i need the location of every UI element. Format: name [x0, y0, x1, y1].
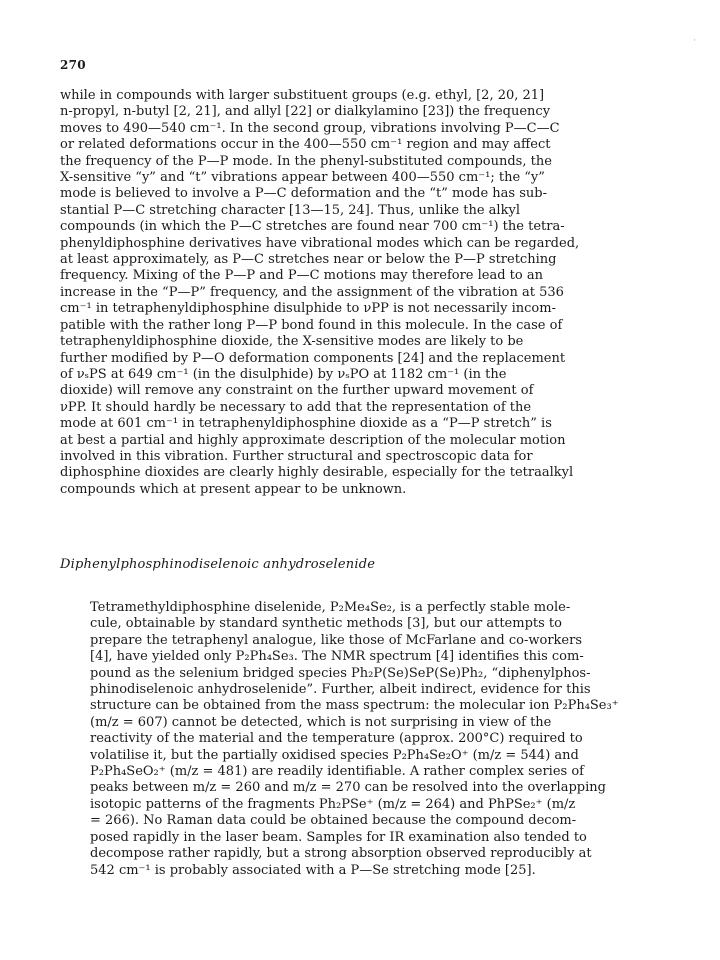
- text-line: cule, obtainable by standard synthetic methods [3], but our attempts to: [90, 616, 562, 632]
- text-line: n-propyl, n-butyl [2, 21], and allyl [22] or dialkylamino [23]) the frequency: [60, 104, 551, 120]
- body-paragraph-2: [60, 600, 660, 879]
- text-line: peaks between m/z = 260 and m/z = 270 can be resolved into the overlapping: [90, 780, 606, 796]
- text-line: Tetramethyldiphosphine diselenide, P₂Me₄Se₂, is a perfectly stable mole-: [90, 600, 571, 615]
- text-line: phinodiselenoic anhydroselenide”. Further, albeit indirect, evidence for this: [90, 682, 591, 698]
- text-line: compounds which at present appear to be unknown.: [60, 481, 407, 497]
- text-line: X-sensitive “y” and “t” vibrations appear between 400—550 cm⁻¹; the “y”: [60, 170, 545, 186]
- text-line: mode is believed to involve a P—C deformation and the “t” mode has sub-: [60, 186, 547, 202]
- text-line: structure can be obtained from the mass spectrum: the molecular ion P₂Ph₄Se₃⁺: [90, 698, 619, 714]
- text-line: while in compounds with larger substituent groups (e.g. ethyl, [2, 20, 21]: [60, 88, 545, 103]
- text-line: frequency. Mixing of the P—P and P—C motions may therefore lead to an: [60, 268, 543, 284]
- text-line: mode at 601 cm⁻¹ in tetraphenyldiphosphine dioxide as a “P—P stretch” is: [60, 416, 552, 432]
- text-line: tetraphenyldiphosphine dioxide, the X-sensitive modes are likely to be: [60, 334, 524, 350]
- text-line: 542 cm⁻¹ is probably associated with a P—Se stretching mode [25].: [90, 862, 536, 878]
- text-line: further modified by P—O deformation components [24] and the replacement: [60, 350, 566, 366]
- text-line: νPP. It should hardly be necessary to add that the representation of the: [60, 399, 532, 415]
- text-line: at best a partial and highly approximate description of the molecular motion: [60, 432, 566, 448]
- text-line: patible with the rather long P—P bond found in this molecule. In the case of: [60, 317, 563, 333]
- text-line: increase in the “P—P” frequency, and the assignment of the vibration at 536: [60, 284, 564, 300]
- text-line: = 266). No Raman data could be obtained because the compound decom-: [90, 813, 577, 829]
- text-line: stantial P—C stretching character [13—15, 24]. Thus, unlike the alkyl: [60, 202, 520, 218]
- text-line: decompose rather rapidly, but a strong absorption observed reproducibly at: [90, 846, 592, 862]
- text-line: [4], have yielded only P₂Ph₄Se₃. The NMR spectrum [4] identifies this com-: [90, 649, 584, 665]
- text-line: isotopic patterns of the fragments Ph₂PSe⁺ (m/z = 264) and PhPSe₂⁺ (m/z: [90, 796, 576, 812]
- text-line: moves to 490—540 cm⁻¹. In the second group, vibrations involving P—C—C: [60, 120, 560, 136]
- text-line: of νₛPS at 649 cm⁻¹ (in the disulphide) by νₛPO at 1182 cm⁻¹ (in the: [60, 366, 507, 382]
- text-line: at least approximately, as P—C stretches near or below the P—P stretching: [60, 252, 557, 268]
- text-line: posed rapidly in the laser beam. Samples for IR examination also tended to: [90, 829, 587, 845]
- page-number: 270: [60, 58, 86, 72]
- text-line: involved in this vibration. Further structural and spectroscopic data for: [60, 448, 533, 464]
- text-line: (m/z = 607) cannot be detected, which is not surprising in view of the: [90, 714, 552, 730]
- text-line: phenyldiphosphine derivatives have vibrational modes which can be regarded,: [60, 235, 580, 251]
- margin-mark: ·: [693, 36, 696, 46]
- text-line: diphosphine dioxides are clearly highly desirable, especially for the tetraalkyl: [60, 465, 574, 481]
- text-line: compounds (in which the P—C stretches are found near 700 cm⁻¹) the tetra-: [60, 219, 565, 235]
- text-line: pound as the selenium bridged species Ph₂P(Se)SeP(Se)Ph₂, “diphenylphos-: [90, 665, 591, 681]
- text-line: the frequency of the P—P mode. In the phenyl-substituted compounds, the: [60, 153, 552, 169]
- text-line: prepare the tetraphenyl analogue, like those of McFarlane and co-workers: [90, 632, 582, 648]
- text-line: P₂Ph₄SeO₂⁺ (m/z = 481) are readily identifiable. A rather complex series of: [90, 764, 584, 780]
- body-paragraph-1: [60, 88, 660, 498]
- section-heading: Diphenylphosphinodiselenoic anhydroselenide: [60, 557, 376, 572]
- text-line: cm⁻¹ in tetraphenyldiphosphine disulphide to νPP is not necessarily incom-: [60, 301, 556, 317]
- text-line: reactivity of the material and the temperature (approx. 200°C) required to: [90, 731, 583, 747]
- text-line: volatilise it, but the partially oxidised species P₂Ph₄Se₂O⁺ (m/z = 544) and: [90, 747, 579, 763]
- text-line: or related deformations occur in the 400—550 cm⁻¹ region and may affect: [60, 137, 551, 153]
- text-line: dioxide) will remove any constraint on the further upward movement of: [60, 383, 534, 399]
